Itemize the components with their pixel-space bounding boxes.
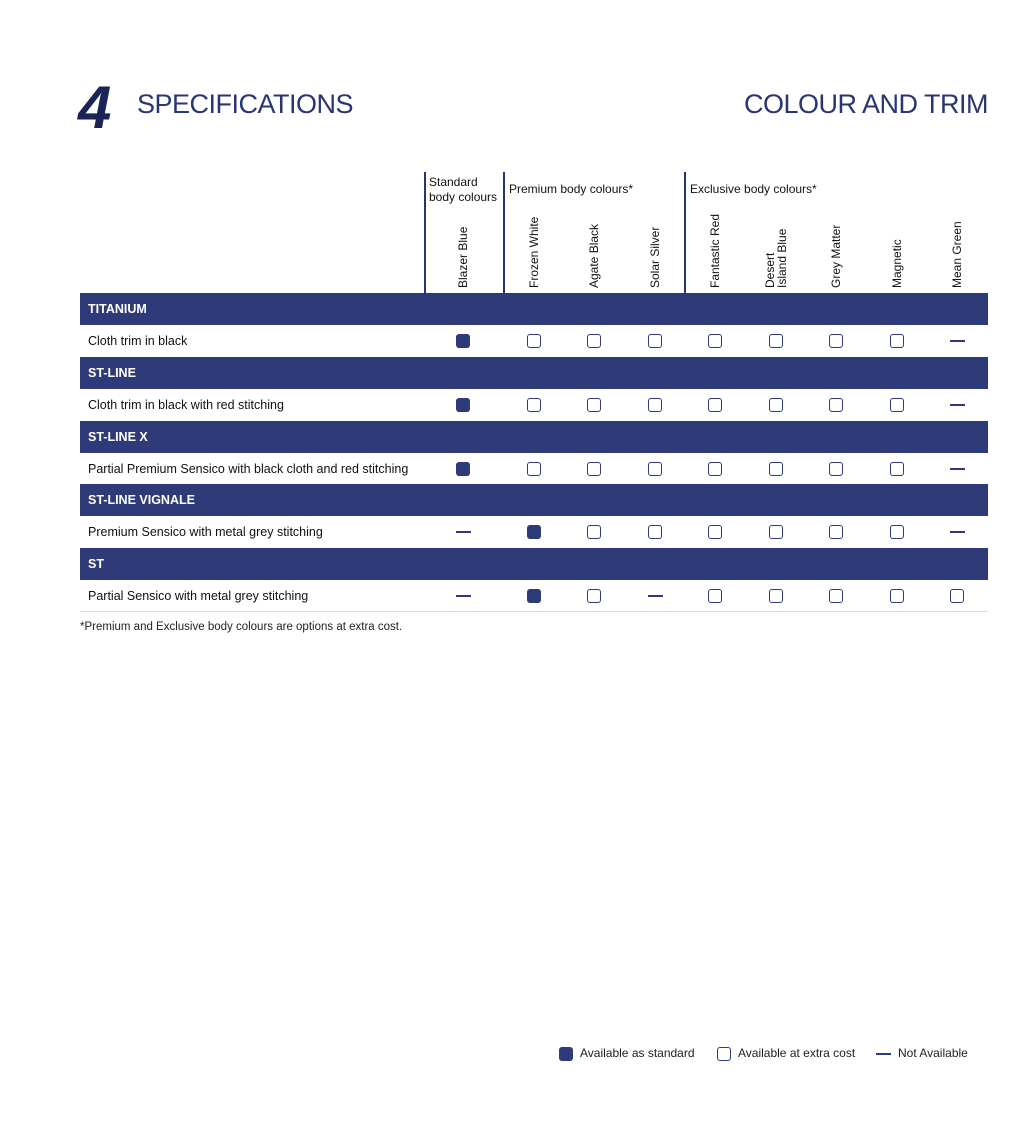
extra-cost-square-icon (587, 589, 601, 603)
group-divider (684, 172, 686, 293)
trim-label: Partial Sensico with metal grey stitching (88, 589, 309, 603)
extra-cost-square-icon (829, 589, 843, 603)
extra-cost-square-icon (717, 1047, 731, 1061)
extra-cost-square-icon (950, 589, 964, 603)
section-name: ST-LINE (88, 366, 136, 380)
section-number: 4 (78, 74, 110, 141)
extra-cost-square-icon (769, 334, 783, 348)
dash-icon (456, 595, 471, 597)
extra-cost-square-icon (829, 398, 843, 412)
column-header: Grey Matter (829, 224, 843, 288)
legend-standard (559, 1046, 695, 1061)
standard-square-icon (559, 1047, 573, 1061)
standard-square-icon (456, 334, 470, 348)
extra-cost-square-icon (708, 462, 722, 476)
legend-extra (717, 1046, 855, 1061)
extra-cost-square-icon (587, 398, 601, 412)
extra-cost-square-icon (648, 462, 662, 476)
extra-cost-square-icon (890, 398, 904, 412)
column-header: Fantastic Red (708, 213, 722, 288)
column-header: Frozen White (527, 216, 541, 288)
extra-cost-square-icon (769, 398, 783, 412)
extra-cost-square-icon (648, 334, 662, 348)
standard-square-icon (456, 462, 470, 476)
extra-cost-square-icon (527, 334, 541, 348)
extra-cost-square-icon (769, 462, 783, 476)
extra-cost-square-icon (890, 589, 904, 603)
table-bottom-rule (80, 611, 988, 612)
column-header: Magnetic (890, 239, 904, 288)
footnote: *Premium and Exclusive body colours are options at extra cost. (80, 621, 403, 633)
trim-label: Partial Premium Sensico with black cloth and red stitching (88, 462, 409, 476)
group-premium: Premium body colours* (509, 182, 634, 196)
trim-label: Premium Sensico with metal grey stitching (88, 525, 323, 539)
section-name: TITANIUM (88, 302, 147, 316)
legend-na-label: Not Available (898, 1046, 968, 1060)
extra-cost-square-icon (829, 525, 843, 539)
section-band (80, 421, 988, 453)
section-name: ST-LINE VIGNALE (88, 493, 195, 507)
dash-icon (950, 531, 965, 533)
extra-cost-square-icon (769, 525, 783, 539)
section-title: SPECIFICATIONS (137, 89, 354, 119)
column-header: Blazer Blue (456, 226, 470, 288)
extra-cost-square-icon (708, 398, 722, 412)
group-standard: Standard body colours (429, 175, 498, 204)
standard-square-icon (456, 398, 470, 412)
section-band (80, 293, 988, 325)
section-band (80, 357, 988, 389)
extra-cost-square-icon (527, 398, 541, 412)
dash-icon (950, 468, 965, 470)
trim-label: Cloth trim in black with red stitching (88, 398, 284, 412)
section-band (80, 484, 988, 516)
legend-not-available (876, 1046, 968, 1060)
extra-cost-square-icon (829, 462, 843, 476)
extra-cost-square-icon (587, 334, 601, 348)
section-name: ST (88, 557, 104, 571)
column-header: Desert Island Blue (763, 228, 789, 288)
legend-standard-label: Available as standard (580, 1046, 695, 1060)
extra-cost-square-icon (587, 525, 601, 539)
standard-square-icon (527, 525, 541, 539)
trim-label: Cloth trim in black (88, 334, 188, 348)
extra-cost-square-icon (648, 398, 662, 412)
legend-extra-label: Available at extra cost (738, 1046, 856, 1060)
extra-cost-square-icon (829, 334, 843, 348)
extra-cost-square-icon (527, 462, 541, 476)
extra-cost-square-icon (708, 589, 722, 603)
extra-cost-square-icon (648, 525, 662, 539)
column-header: Agate Black (587, 223, 601, 288)
dash-icon (648, 595, 663, 597)
extra-cost-square-icon (708, 334, 722, 348)
dash-icon (950, 340, 965, 342)
column-header: Solar Silver (648, 226, 662, 288)
dash-icon (456, 531, 471, 533)
dash-icon (950, 404, 965, 406)
group-divider (424, 172, 426, 293)
section-name: ST-LINE X (88, 430, 148, 444)
page-title: COLOUR AND TRIM (743, 89, 988, 119)
group-divider (503, 172, 505, 293)
extra-cost-square-icon (769, 589, 783, 603)
column-header: Mean Green (950, 221, 964, 288)
standard-square-icon (527, 589, 541, 603)
extra-cost-square-icon (890, 525, 904, 539)
extra-cost-square-icon (708, 525, 722, 539)
group-exclusive: Exclusive body colours* (690, 182, 817, 196)
section-band (80, 548, 988, 580)
extra-cost-square-icon (587, 462, 601, 476)
extra-cost-square-icon (890, 334, 904, 348)
extra-cost-square-icon (890, 462, 904, 476)
dash-icon (876, 1053, 891, 1055)
